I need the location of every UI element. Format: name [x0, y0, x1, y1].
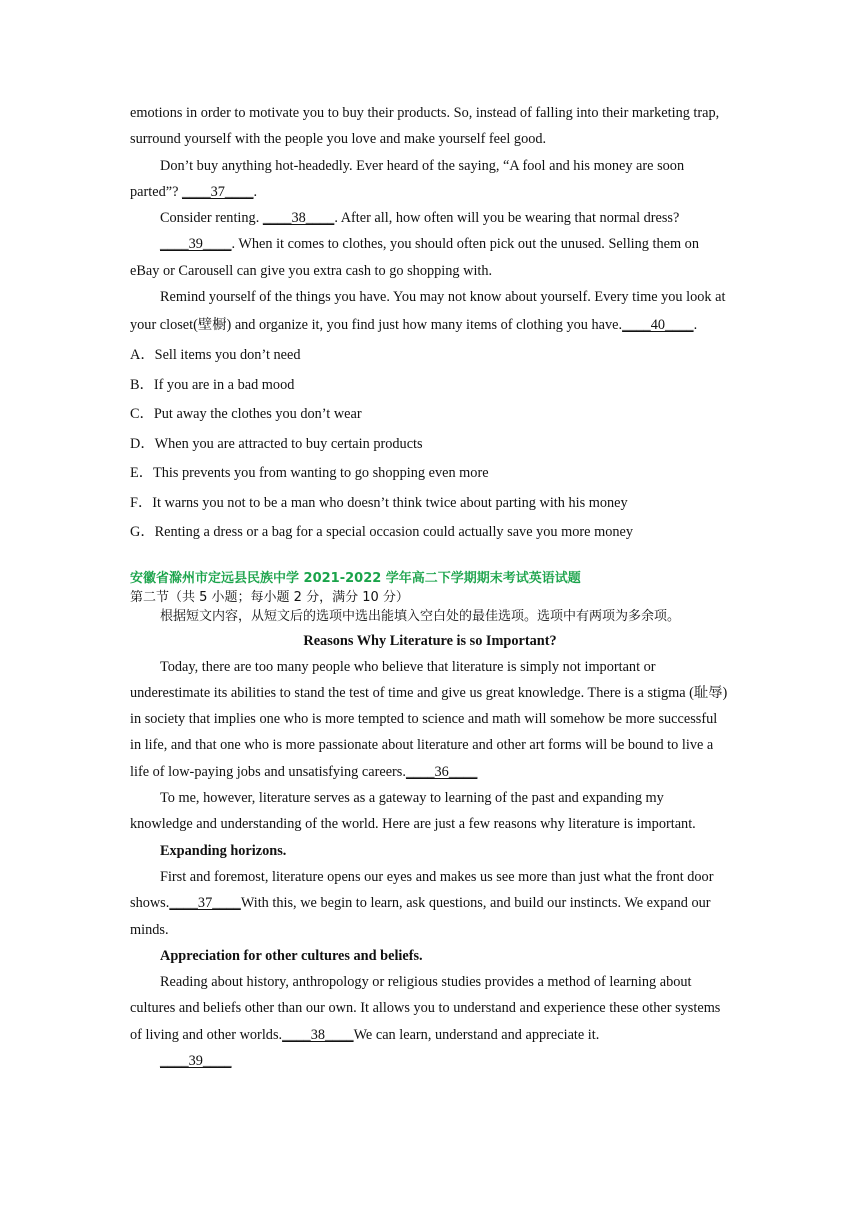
option-g: G．Renting a dress or a bag for a special occasion could actually save you more money: [130, 524, 634, 541]
instruction: 根据短文内容，从短文后的选项中选出能填入空白处的最佳选项。选项中有两项为多余项。: [160, 608, 681, 624]
paragraph-text: Reading about history, anthropology or religious studies provides a method of learning about cultures and beliefs other than our own. It allows you to understand and experience these other systems of living and other worlds.: [130, 974, 721, 1043]
paragraph-text: . When it comes to clothes, you should often pick out the unused. Selling them on eBay or Carousell can give you extra cash to go shopping with.: [130, 236, 699, 279]
option-b: B．If you are in a bad mood: [130, 376, 295, 393]
blank-39: ____39____: [160, 1053, 232, 1070]
paragraph: [130, 864, 730, 943]
paragraph-text: Consider renting.: [160, 210, 263, 227]
paragraph-text: Today, there are too many people who believe that literature is simply not important or underestimate its abilities to stand the test of time and give us great knowledge. There is a stigma (耻辱) in society that implies one who is more tempted to science and math will somehow be more successful in life, and that one who is more passionate about literature and other art forms will be bound to live a life of low-paying jobs and unsatisfying careers.: [130, 658, 728, 780]
section-heading: 第二节（共 5 小题；每小题 2 分，满分 10 分）: [130, 589, 409, 605]
article-title: Reasons Why Literature is so Important?: [303, 632, 557, 649]
option-c: C．Put away the clothes you don’t wear: [130, 406, 362, 423]
paragraph: [130, 284, 730, 339]
subheading: Expanding horizons.: [160, 842, 287, 859]
paragraph-text: Remind yourself of the things you have. You may not know about yourself. Every time you look at your closet(壁橱) and organize it, you find just how many items of clothing you have.: [130, 289, 726, 333]
subheading: Appreciation for other cultures and beliefs.: [160, 947, 423, 964]
paragraph: [130, 654, 730, 785]
paragraph: [130, 231, 730, 284]
paragraph: [130, 205, 730, 231]
paragraph-text: .: [693, 316, 698, 333]
paragraph-text: . After all, how often will you be wearing that normal dress?: [334, 210, 680, 227]
option-e: E．This prevents you from wanting to go shopping even more: [130, 465, 489, 482]
paragraph-text: First and foremost, literature opens our eyes and makes us see more than just what the front door shows.: [130, 868, 714, 912]
paragraph: emotions in order to motivate you to buy their products. So, instead of falling into their marketing trap, surround yourself with the people you love and make yourself feel good.: [130, 105, 720, 148]
blank-40: ____40____: [622, 316, 694, 333]
option-d: D．When you are attracted to buy certain products: [130, 435, 423, 452]
option-f: F．It warns you not to be a man who doesn’t think twice about parting with his money: [130, 494, 628, 511]
paragraph: [130, 153, 730, 206]
source-heading: 安徽省滁州市定远县民族中学 2021-2022 学年高二下学期期末考试英语试题: [130, 570, 581, 586]
paragraph: To me, however, literature serves as a gateway to learning of the past and expanding my knowledge and understanding of the world. Here are just a few reasons why literature is important.: [130, 790, 696, 833]
blank-37: ____37____: [169, 895, 241, 912]
paragraph-text: We can learn, understand and appreciate it.: [353, 1026, 600, 1043]
document-page: [130, 100, 730, 1074]
paragraph: [130, 969, 730, 1048]
paragraph-text: .: [253, 183, 258, 200]
option-a: A．Sell items you don’t need: [130, 347, 301, 364]
blank-38: ____38____: [262, 210, 335, 227]
blank-38: ____38____: [282, 1026, 354, 1043]
blank-37: ____37____: [182, 183, 254, 200]
paragraph-text: With this, we begin to learn, ask questions, and build our instincts. We expand our minds.: [130, 895, 711, 938]
options-list: [130, 341, 730, 548]
blank-36: ____36____: [405, 763, 478, 780]
blank-39: ____39____: [160, 236, 232, 253]
paragraph: [130, 1048, 730, 1074]
paragraph-text: Don’t buy anything hot-headedly. Ever heard of the saying, “A fool and his money are soon parted”?: [130, 157, 685, 200]
